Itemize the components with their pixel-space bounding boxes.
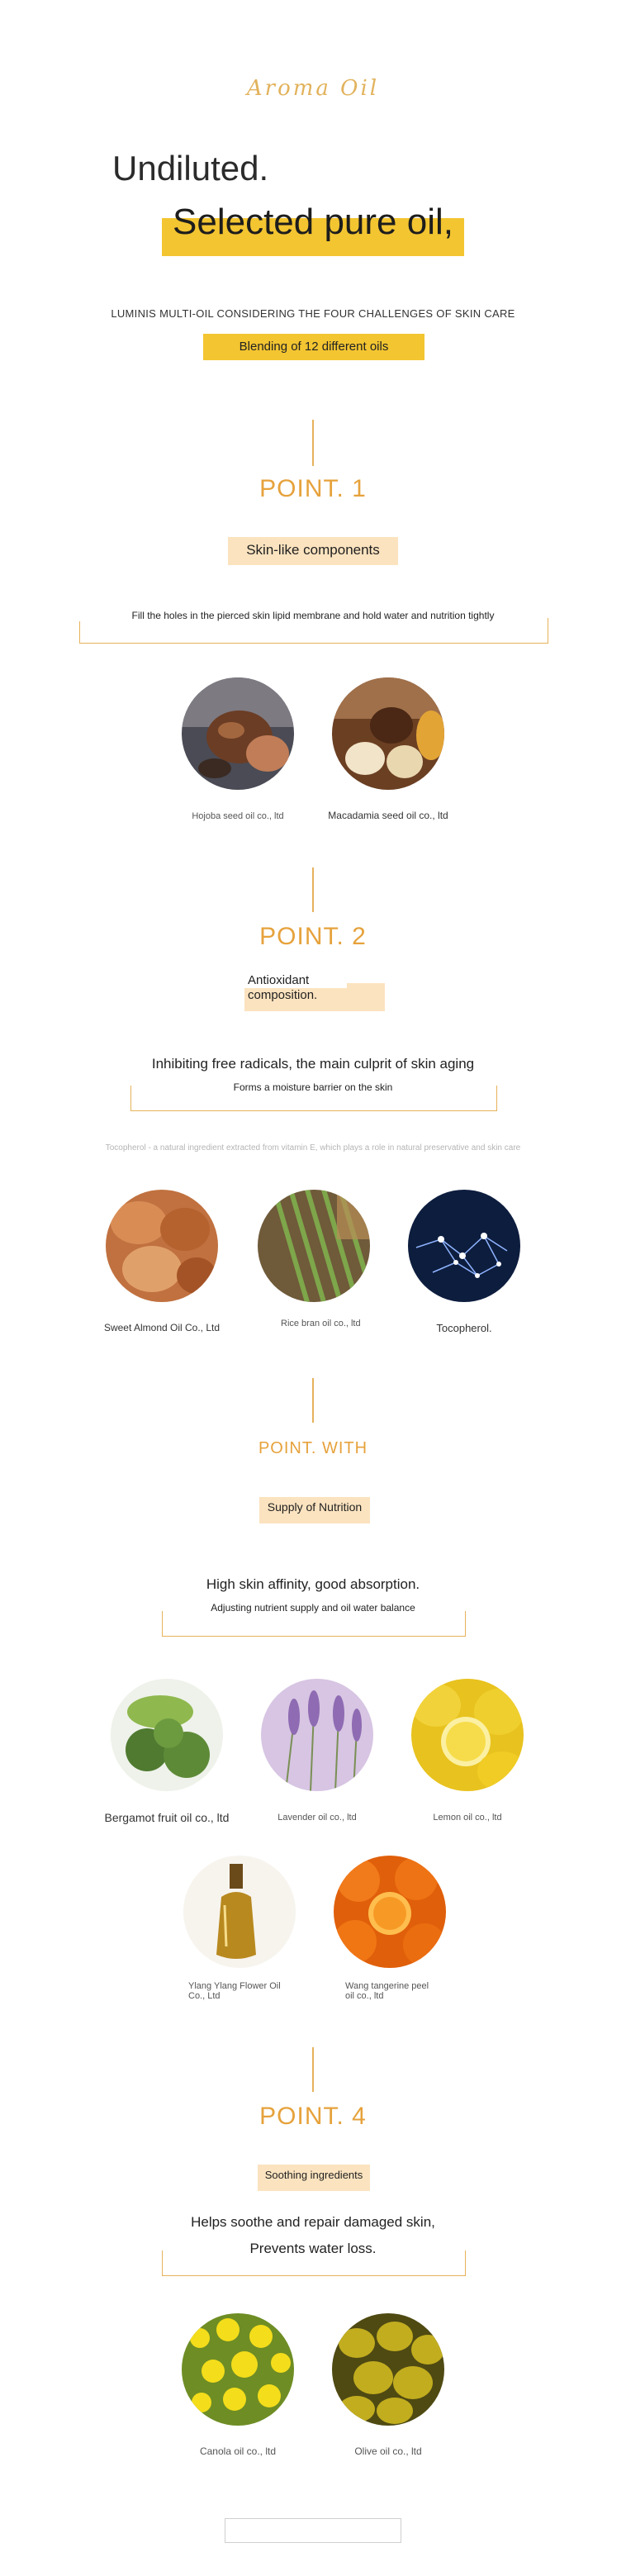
point1-bracket: [79, 618, 548, 644]
olive-image: [332, 2313, 444, 2426]
point1-tag: Skin-like components: [228, 537, 398, 565]
divider-line-4: [312, 2047, 314, 2092]
point3-caption-1: Bergamot fruit oil co., ltd: [104, 1811, 230, 1824]
blend-badge-label: Blending of 12 different oils: [239, 340, 389, 354]
divider-line-1: [312, 420, 314, 466]
point1-caption-2: Macadamia seed oil co., ltd: [328, 810, 448, 821]
point1-heading: POINT. 1: [259, 475, 367, 502]
point4-heading: POINT. 4: [259, 2103, 367, 2130]
point3-caption-3: Lemon oil co., ltd: [433, 1813, 502, 1823]
almond-image: [106, 1190, 218, 1302]
point2-sub-description: Forms a moisture barrier on the skin: [233, 1081, 393, 1093]
point2-caption-2: Rice bran oil co., ltd: [281, 1319, 361, 1328]
point3-caption-2: Lavender oil co., ltd: [277, 1813, 357, 1823]
point4-bracket: [162, 2250, 466, 2276]
ylang-oil-bottle-image: [183, 1856, 296, 1968]
lemon-image: [411, 1679, 524, 1791]
bergamot-image: [111, 1679, 223, 1791]
point2-tag-line2: composition.: [248, 988, 318, 1002]
divider-line-3: [312, 1378, 314, 1423]
point3-tag: Supply of Nutrition: [259, 1497, 370, 1523]
point2-description: Inhibiting free radicals, the main culprit of skin aging: [151, 1056, 475, 1072]
point3-bracket: [162, 1611, 466, 1637]
tangerine-image: [334, 1856, 446, 1968]
rice-bran-image: [258, 1190, 370, 1302]
point4-description-line2: Prevents water loss.: [249, 2241, 377, 2256]
point4-tag: Soothing ingredients: [258, 2165, 370, 2191]
lavender-image: [261, 1679, 373, 1791]
tocopherol-molecule-image: [408, 1190, 520, 1302]
point3-heading: POINT. WITH: [258, 1439, 368, 1457]
point4-description-line1: Helps soothe and repair damaged skin,: [191, 2214, 435, 2230]
title-selected-pure-oil: Selected pure oil,: [173, 202, 453, 242]
point2-tag: [244, 973, 385, 1011]
point1-caption-1: Hojoba seed oil co., ltd: [192, 811, 284, 821]
point2-heading: POINT. 2: [259, 923, 367, 950]
point2-note: Tocopherol - a natural ingredient extracted from vitamin E, which plays a role in natural preservative and skin care: [105, 1143, 521, 1153]
point2-caption-1: Sweet Almond Oil Co., Ltd: [103, 1322, 221, 1333]
title-undiluted: Undiluted.: [112, 149, 269, 188]
point4-caption-1: Canola oil co., ltd: [199, 2445, 277, 2457]
point3-caption-5: Wang tangerine peel oil co., ltd: [345, 1981, 429, 2001]
point1-description: Fill the holes in the pierced skin lipid membrane and hold water and nutrition tightly: [79, 610, 547, 621]
macadamia-nut-image: [332, 677, 444, 790]
point3-description: High skin affinity, good absorption.: [206, 1576, 420, 1592]
jojoba-seed-image: [182, 677, 294, 790]
script-logo: Aroma Oil: [246, 76, 380, 101]
divider-line-2: [312, 867, 314, 912]
point3-sub-description: Adjusting nutrient supply and oil water balance: [211, 1602, 415, 1614]
point2-caption-3: Tocopherol.: [436, 1322, 492, 1334]
canola-flower-image: [182, 2313, 294, 2426]
brand-subtitle: LUMINIS MULTI-OIL CONSIDERING THE FOUR CHALLENGES OF SKIN CARE: [111, 307, 515, 320]
point4-caption-2: Olive oil co., ltd: [354, 2445, 422, 2457]
point3-caption-4: Ylang Ylang Flower Oil Co., Ltd: [188, 1981, 281, 2001]
footer-box: [225, 2518, 401, 2543]
point2-tag-line1: Antioxidant: [244, 973, 347, 988]
